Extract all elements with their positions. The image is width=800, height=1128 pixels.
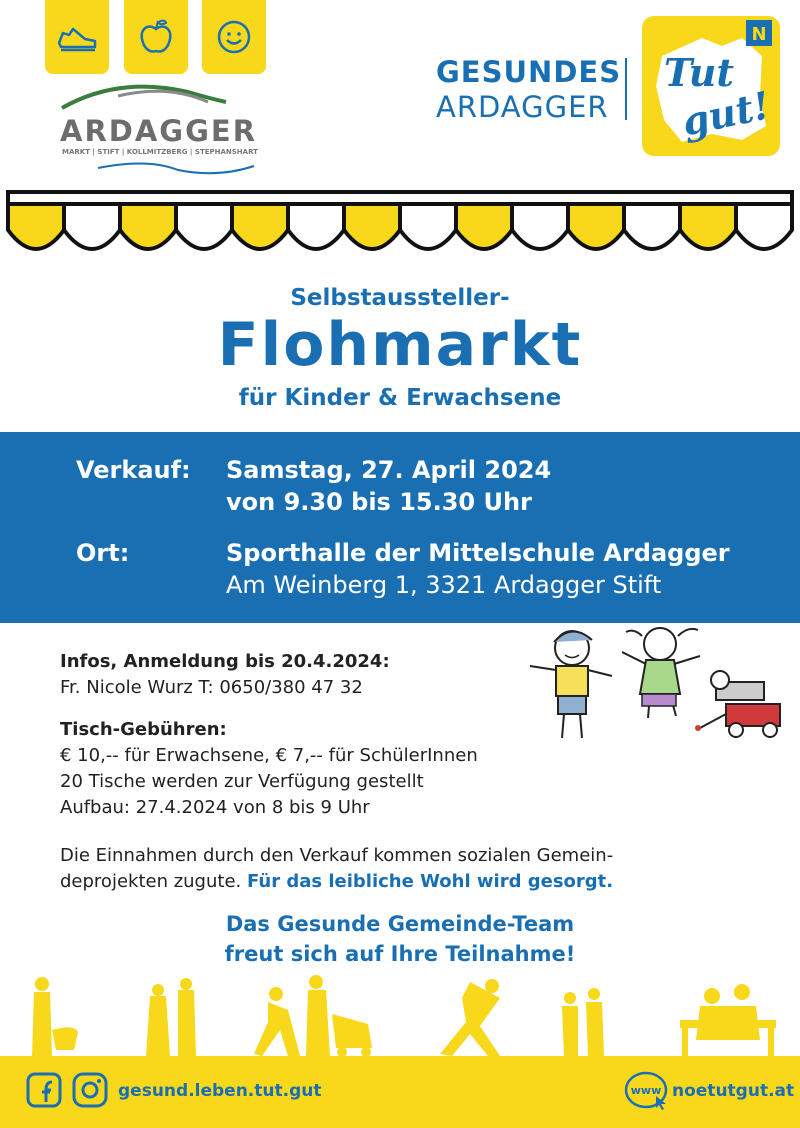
awning-scallop — [344, 204, 400, 249]
awning-scallop — [400, 204, 456, 249]
tut-gut-line1: Tut — [664, 50, 734, 95]
setup-line: Aufbau: 27.4.2024 von 8 bis 9 Uhr — [60, 797, 370, 818]
tut-gut-logo — [642, 16, 780, 156]
ardagger-logo-wordmark: ARDAGGER — [60, 114, 258, 148]
running-shoe-icon — [55, 15, 99, 59]
catering-note: Für das leibliche Wohl wird gesorgt. — [246, 871, 614, 892]
ort-address: Am Weinberg 1, 3321 Ardagger Stift — [226, 571, 662, 599]
tut-gut-badge: N — [751, 24, 767, 45]
www-badge-label: www — [630, 1084, 662, 1097]
title-flohmarkt: Flohmarkt — [217, 310, 583, 380]
ardagger-heading: ARDAGGER — [436, 90, 609, 124]
www-cursor-icon[interactable] — [624, 1070, 670, 1110]
social-handle-link[interactable]: gesund.leben.tut.gut — [118, 1081, 322, 1101]
dog-wagon-icon — [695, 671, 780, 737]
website-link[interactable]: noetutgut.at — [672, 1081, 795, 1101]
title-audience: für Kinder & Erwachsene — [238, 385, 562, 411]
verkauf-label: Verkauf: — [76, 456, 191, 484]
ardagger-logo-subtitle: MARKT | STIFT | KOLLMITZBERG | STEPHANSHART — [62, 148, 258, 156]
runner-silhouette-icon — [254, 987, 300, 1056]
awning-scallop — [624, 204, 680, 249]
health-icon-tile-smiley — [202, 0, 266, 74]
awning-scallop — [680, 204, 736, 249]
title-selbstaussteller: Selbstaussteller- — [290, 285, 510, 311]
gesundes-heading: GESUNDES — [436, 55, 622, 89]
awning-scallop — [176, 204, 232, 249]
apple-icon — [134, 15, 178, 59]
instagram-icon[interactable] — [72, 1072, 108, 1108]
ort-venue: Sporthalle der Mittelschule Ardagger — [226, 539, 730, 567]
fees-heading: Tisch-Gebühren: — [60, 719, 227, 740]
ort-label: Ort: — [76, 539, 130, 567]
river-icon — [58, 160, 258, 176]
awning-scallop — [456, 204, 512, 249]
event-details-band — [0, 432, 800, 623]
footer-bar — [0, 1056, 800, 1128]
awning-scallop — [232, 204, 288, 249]
fees-line: € 10,-- für Erwachsene, € 7,-- für SchülerInnen — [60, 745, 478, 766]
smiley-icon — [212, 15, 256, 59]
proceeds-line-1: Die Einnahmen durch den Verkauf kommen sozialen Gemein- — [60, 845, 614, 866]
children-drawing-illustration — [522, 622, 790, 744]
awning-scallop — [64, 204, 120, 249]
closing-team: Das Gesunde Gemeinde-Team — [225, 912, 575, 936]
tut-gut-line2: gut! — [677, 82, 774, 145]
bench-silhouette-icon — [680, 984, 776, 1056]
verkauf-date: Samstag, 27. April 2024 — [226, 456, 552, 484]
awning-scallop — [568, 204, 624, 249]
proceeds-line-2-start: deprojekten zugute. — [60, 871, 242, 892]
stretching-silhouette-icon — [440, 979, 500, 1056]
people-silhouettes-illustration — [0, 968, 800, 1058]
contact-line: Fr. Nicole Wurz T: 0650/380 47 32 — [60, 677, 363, 698]
health-icon-tile-apple — [124, 0, 188, 74]
awning-scallop — [120, 204, 176, 249]
couple-silhouette-icon — [146, 978, 196, 1056]
proceeds-line-2 — [60, 871, 613, 892]
awning-scallop — [736, 204, 792, 249]
girl-figure-icon — [622, 628, 700, 718]
stroller-walker-silhouette-icon — [306, 975, 372, 1057]
tables-line: 20 Tische werden zur Verfügung gestellt — [60, 771, 424, 792]
parent-child-silhouette-icon — [562, 988, 604, 1056]
health-icon-tile-shoe — [45, 0, 109, 74]
ardagger-logo — [58, 82, 258, 177]
lower-austria-map-icon — [642, 16, 780, 156]
hills-icon — [58, 82, 258, 112]
anmeldung-heading: Infos, Anmeldung bis 20.4.2024: — [60, 651, 390, 672]
facebook-icon[interactable] — [26, 1072, 62, 1108]
boy-figure-icon — [530, 631, 612, 738]
dog-walker-silhouette-icon — [32, 977, 78, 1056]
awning-scallop — [512, 204, 568, 249]
awning-scallop — [8, 204, 64, 249]
awning-scallop — [288, 204, 344, 249]
header-divider — [625, 58, 627, 120]
market-awning — [6, 190, 794, 260]
verkauf-time: von 9.30 bis 15.30 Uhr — [226, 488, 532, 516]
closing-invite: freut sich auf Ihre Teilnahme! — [224, 942, 576, 966]
